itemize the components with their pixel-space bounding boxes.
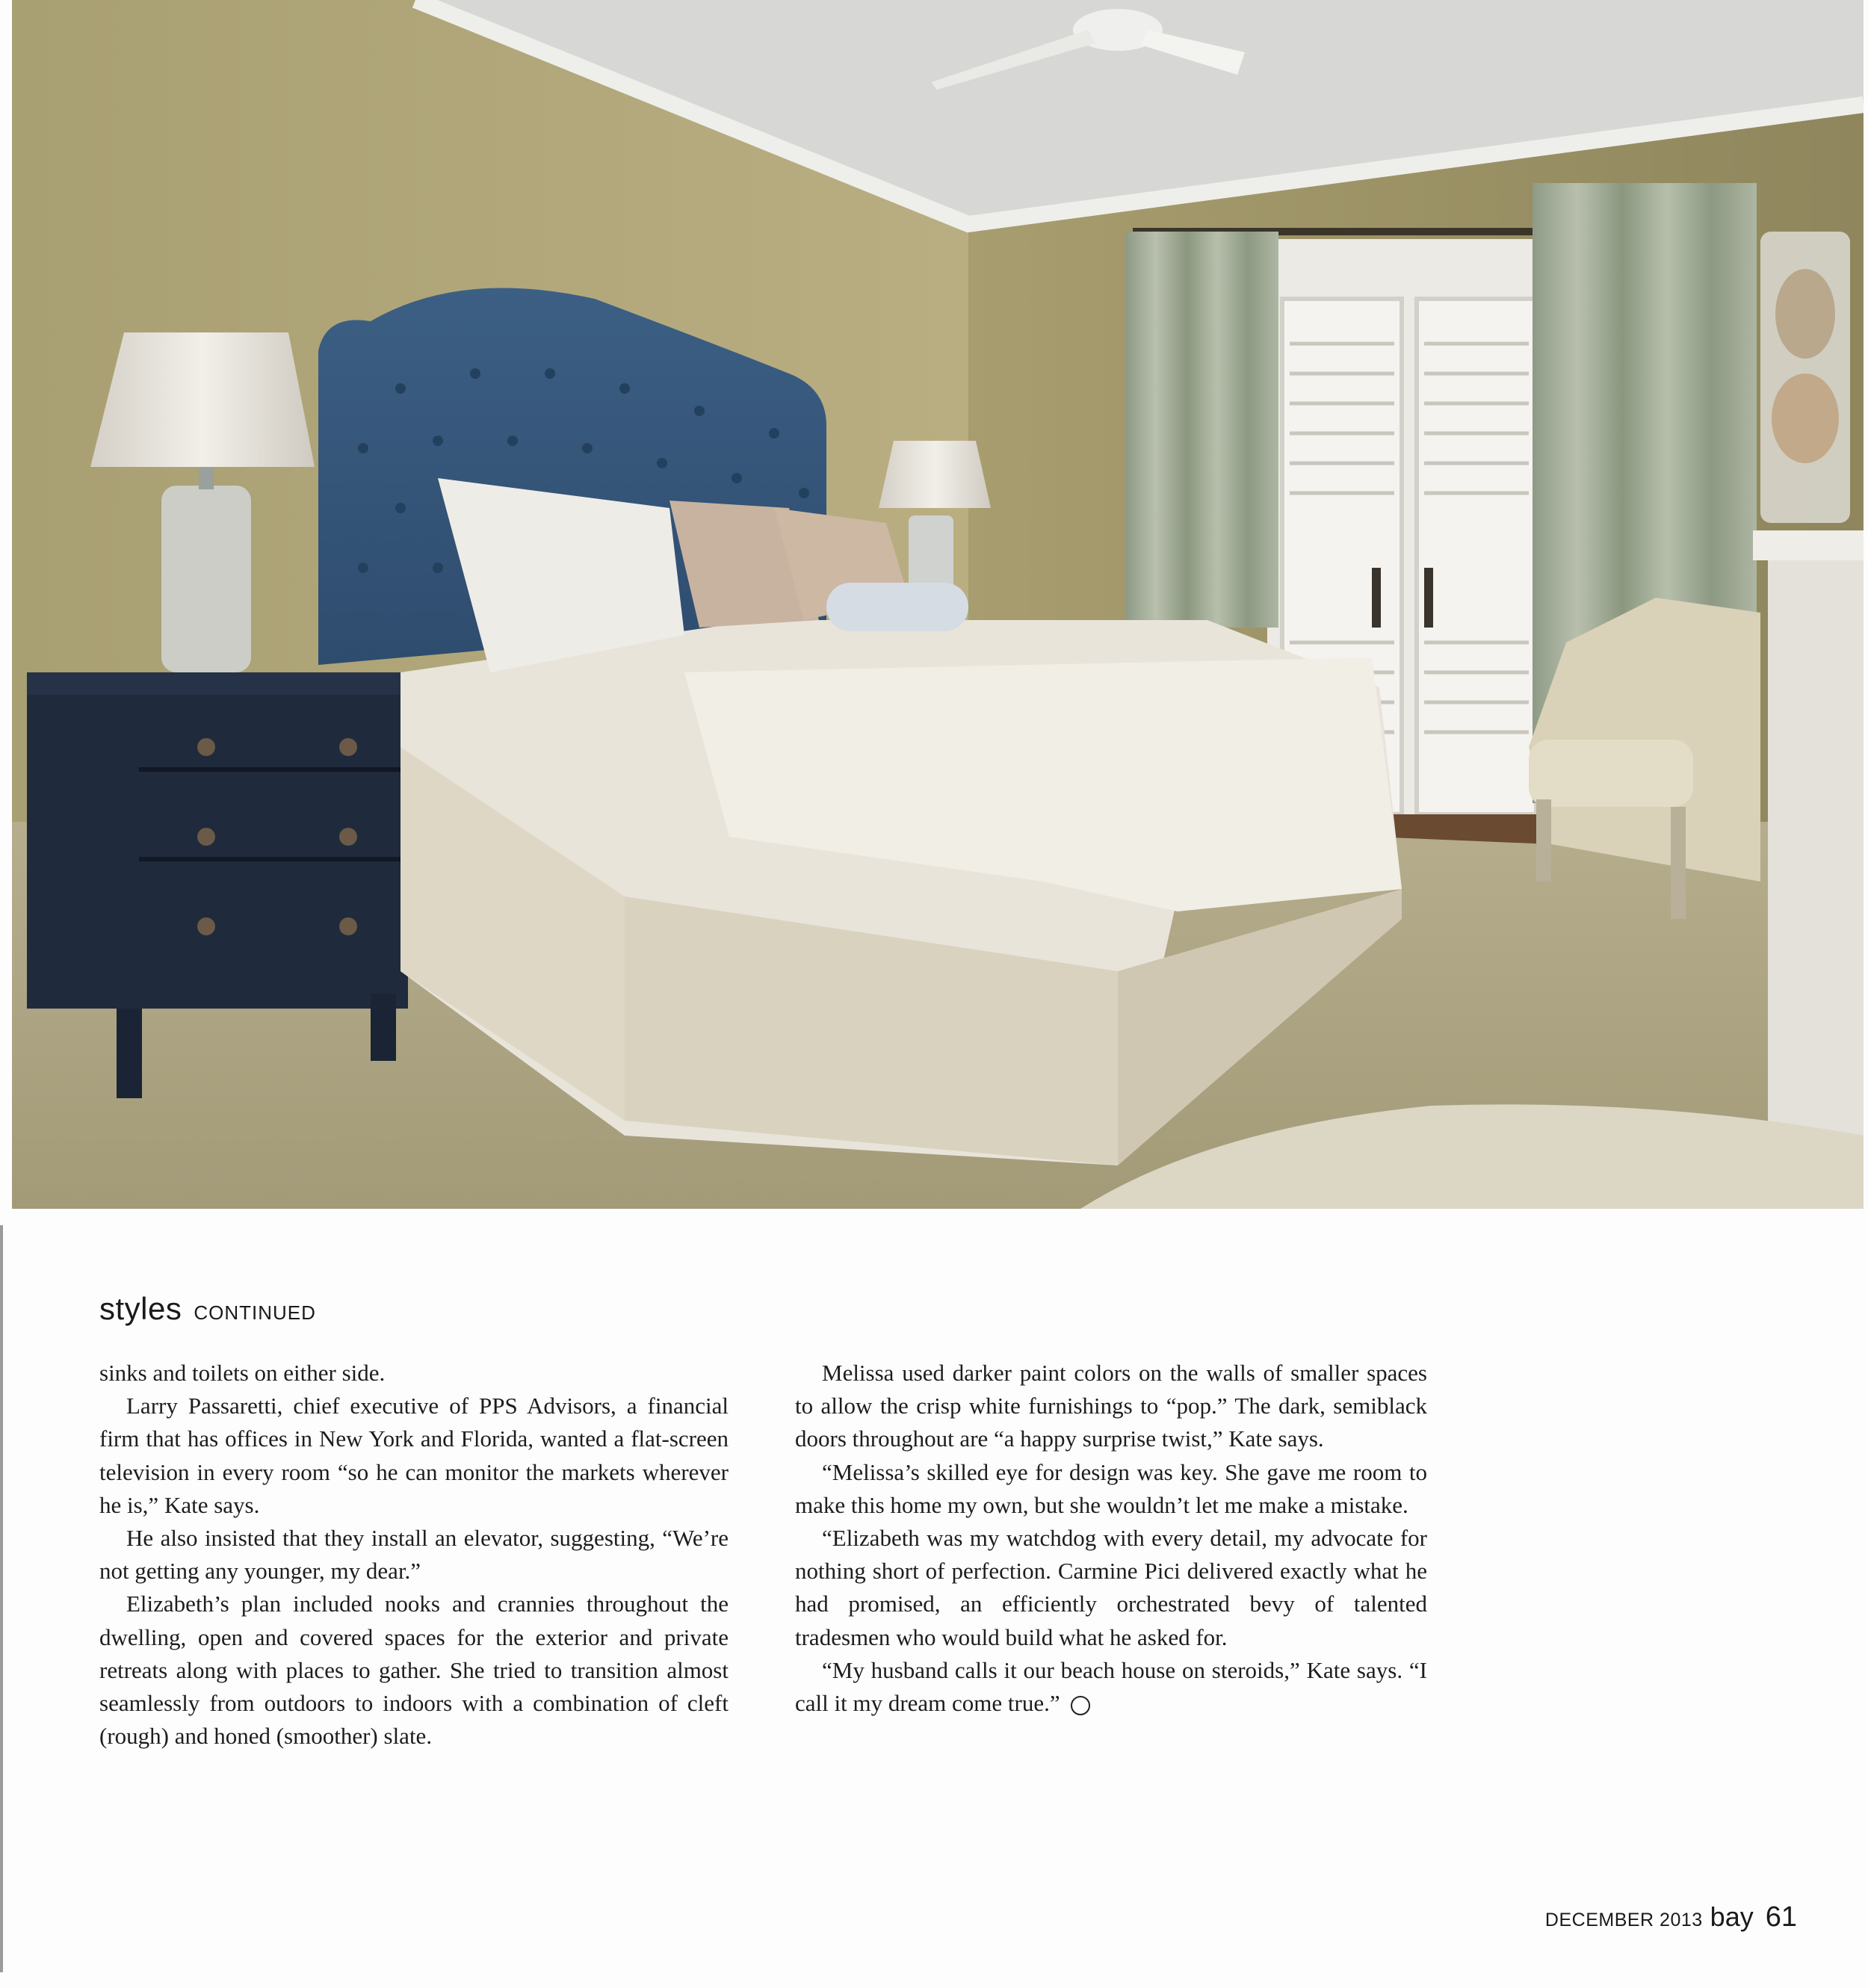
- paragraph: Melissa used darker paint colors on the walls of smaller spaces to allow the crisp white furnishings to “pop.” The dark, semiblack doors throughout are “a happy surprise twist,” Kate says.: [795, 1360, 1427, 1452]
- issue-date: DECEMBER 2013: [1544, 1910, 1703, 1930]
- article-column-right: [795, 1357, 1427, 1720]
- article-column-left: [99, 1357, 729, 1753]
- scan-edge: [0, 1225, 3, 1972]
- paragraph: Elizabeth’s plan included nooks and crannies throughout the dwelling, open and covered spaces for the exterior and private retreats along with places to gather. She tried to transition almost seamlessly from outdoors to indoors with a combination of cleft (rough) and honed (smoother) slate.: [99, 1591, 729, 1750]
- paragraph: “Elizabeth was my watchdog with every detail, my advocate for nothing short of perfection. Carmine Pici delivered exactly what he had promised, an efficiently orchestrated bevy of talented tradesmen who would build what he asked for.: [795, 1525, 1427, 1650]
- curtain-left: [1125, 232, 1278, 628]
- bedroom-illustration: [12, 0, 1864, 1209]
- end-mark-icon: [1071, 1696, 1090, 1715]
- bedroom-photo: [12, 0, 1864, 1209]
- paragraph-final-text: “My husband calls it our beach house on steroids,” Kate says. “I call it my dream come true.”: [795, 1656, 1427, 1717]
- section-title: styles: [99, 1291, 182, 1326]
- glass-vase: [1760, 232, 1850, 523]
- section-continued-label: CONTINUED: [194, 1301, 316, 1324]
- paragraph-final: [795, 1654, 1427, 1720]
- magazine-name: bay: [1710, 1901, 1754, 1932]
- fireplace-mantle: [1753, 530, 1864, 1173]
- page-number: 61: [1765, 1901, 1797, 1933]
- paragraph: sinks and toilets on either side.: [99, 1360, 386, 1386]
- page-folio: [1545, 1901, 1797, 1933]
- section-header: [99, 1291, 316, 1327]
- paragraph: “Melissa’s skilled eye for design was key. She gave me room to make this home my own, but she wouldn’t let me make a mistake.: [795, 1458, 1427, 1518]
- paragraph: Larry Passaretti, chief executive of PPS Advisors, a financial firm that has offices in New York and Florida, wanted a flat-screen television in every room “so he can monitor the markets wherever he is,” Kate says.: [99, 1393, 729, 1518]
- paragraph: He also insisted that they install an elevator, suggesting, “We’re not getting any younger, my dear.”: [99, 1525, 729, 1585]
